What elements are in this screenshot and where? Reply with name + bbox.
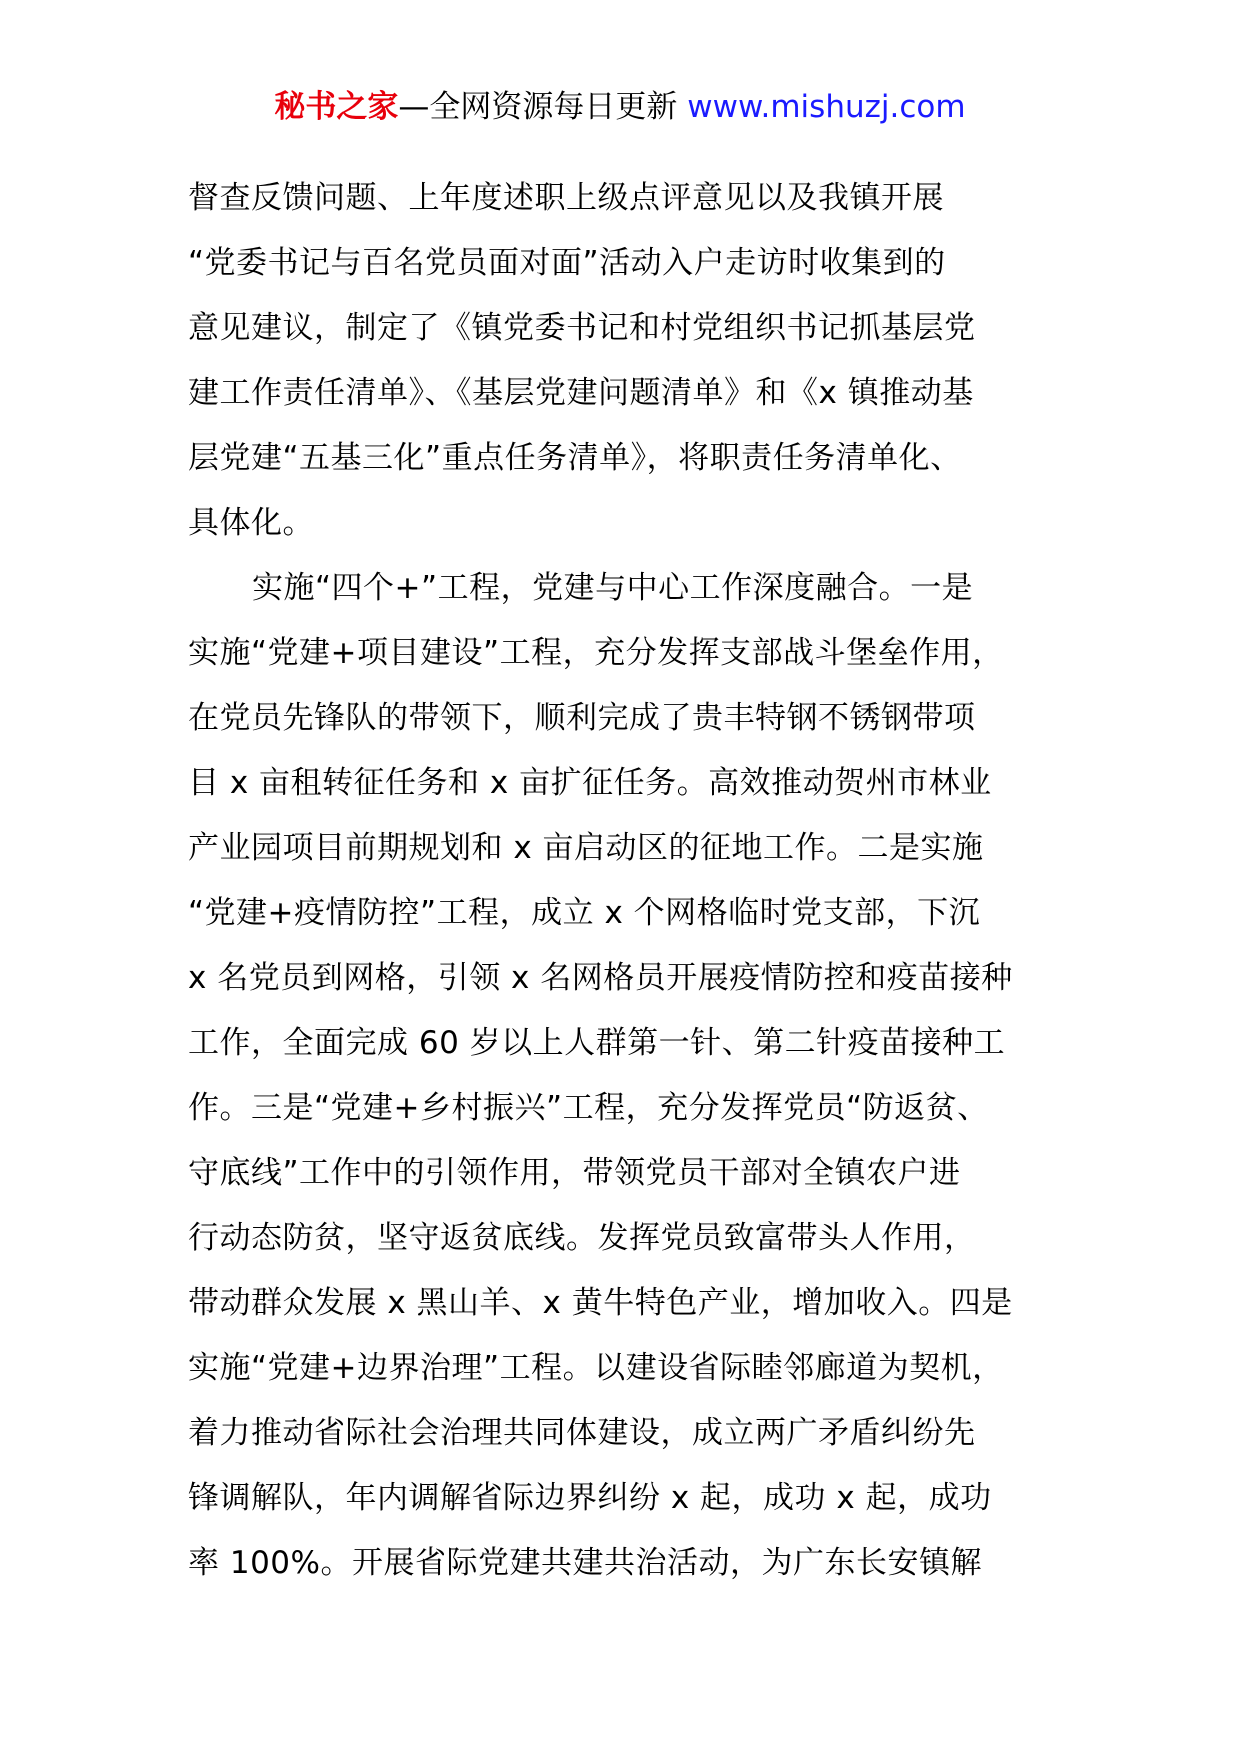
text-line: 实施“党建+边界治理”工程。以建设省际睦邻廊道为契机， <box>188 1350 1004 1386</box>
document-body <box>188 166 1088 1596</box>
text-line: 实施“党建+项目建设”工程，充分发挥支部战斗堡垒作用， <box>188 635 1004 671</box>
text-line: 产业园项目前期规划和 x 亩启动区的征地工作。二是实施 <box>188 830 984 866</box>
site-url-link[interactable]: www.mishuzj.com <box>687 89 966 125</box>
text-line: 工作，全面完成 60 岁以上人群第一针、第二针疫苗接种工 <box>188 1025 1006 1061</box>
text-line: 督查反馈问题、上年度述职上级点评意见以及我镇开展 <box>188 180 944 216</box>
page-header <box>0 80 1240 134</box>
text-line: “党委书记与百名党员面对面”活动入户走访时收集到的 <box>188 245 946 281</box>
text-line: 锋调解队，年内调解省际边界纠纷 x 起，成功 x 起，成功 <box>188 1480 992 1516</box>
paragraph-start-line: 实施“四个+”工程，党建与中心工作深度融合。一是 <box>252 570 974 606</box>
text-line: 建工作责任清单》、《基层党建问题清单》和《x 镇推动基 <box>188 375 974 411</box>
text-line: 率 100%。开展省际党建共建共治活动，为广东长安镇解 <box>188 1545 982 1581</box>
site-brand: 秘书之家 <box>274 89 399 125</box>
text-line: “党建+疫情防控”工程，成立 x 个网格临时党支部，下沉 <box>188 895 981 931</box>
text-line: 层党建“五基三化”重点任务清单》，将职责任务清单化、 <box>188 440 962 476</box>
text-line: 行动态防贫，坚守返贫底线。发挥党员致富带头人作用， <box>188 1220 976 1256</box>
text-line: 意见建议，制定了《镇党委书记和村党组织书记抓基层党 <box>188 310 976 346</box>
text-line: 带动群众发展 x 黑山羊、x 黄牛特色产业，增加收入。四是 <box>188 1285 1013 1321</box>
text-line: 着力推动省际社会治理共同体建设，成立两广矛盾纠纷先 <box>188 1415 976 1451</box>
text-line: 在党员先锋队的带领下，顺利完成了贵丰特钢不锈钢带项 <box>188 700 976 736</box>
text-line: 具体化。 <box>188 505 314 541</box>
text-line: 作。三是“党建+乡村振兴”工程，充分发挥党员“防返贫、 <box>188 1090 989 1126</box>
text-line: 目 x 亩租转征任务和 x 亩扩征任务。高效推动贺州市林业 <box>188 765 992 801</box>
text-line: x 名党员到网格，引领 x 名网格员开展疫情防控和疫苗接种 <box>188 960 1013 996</box>
site-tagline: —全网资源每日更新 <box>398 89 688 125</box>
text-line: 守底线”工作中的引领作用，带领党员干部对全镇农户进 <box>188 1155 961 1191</box>
